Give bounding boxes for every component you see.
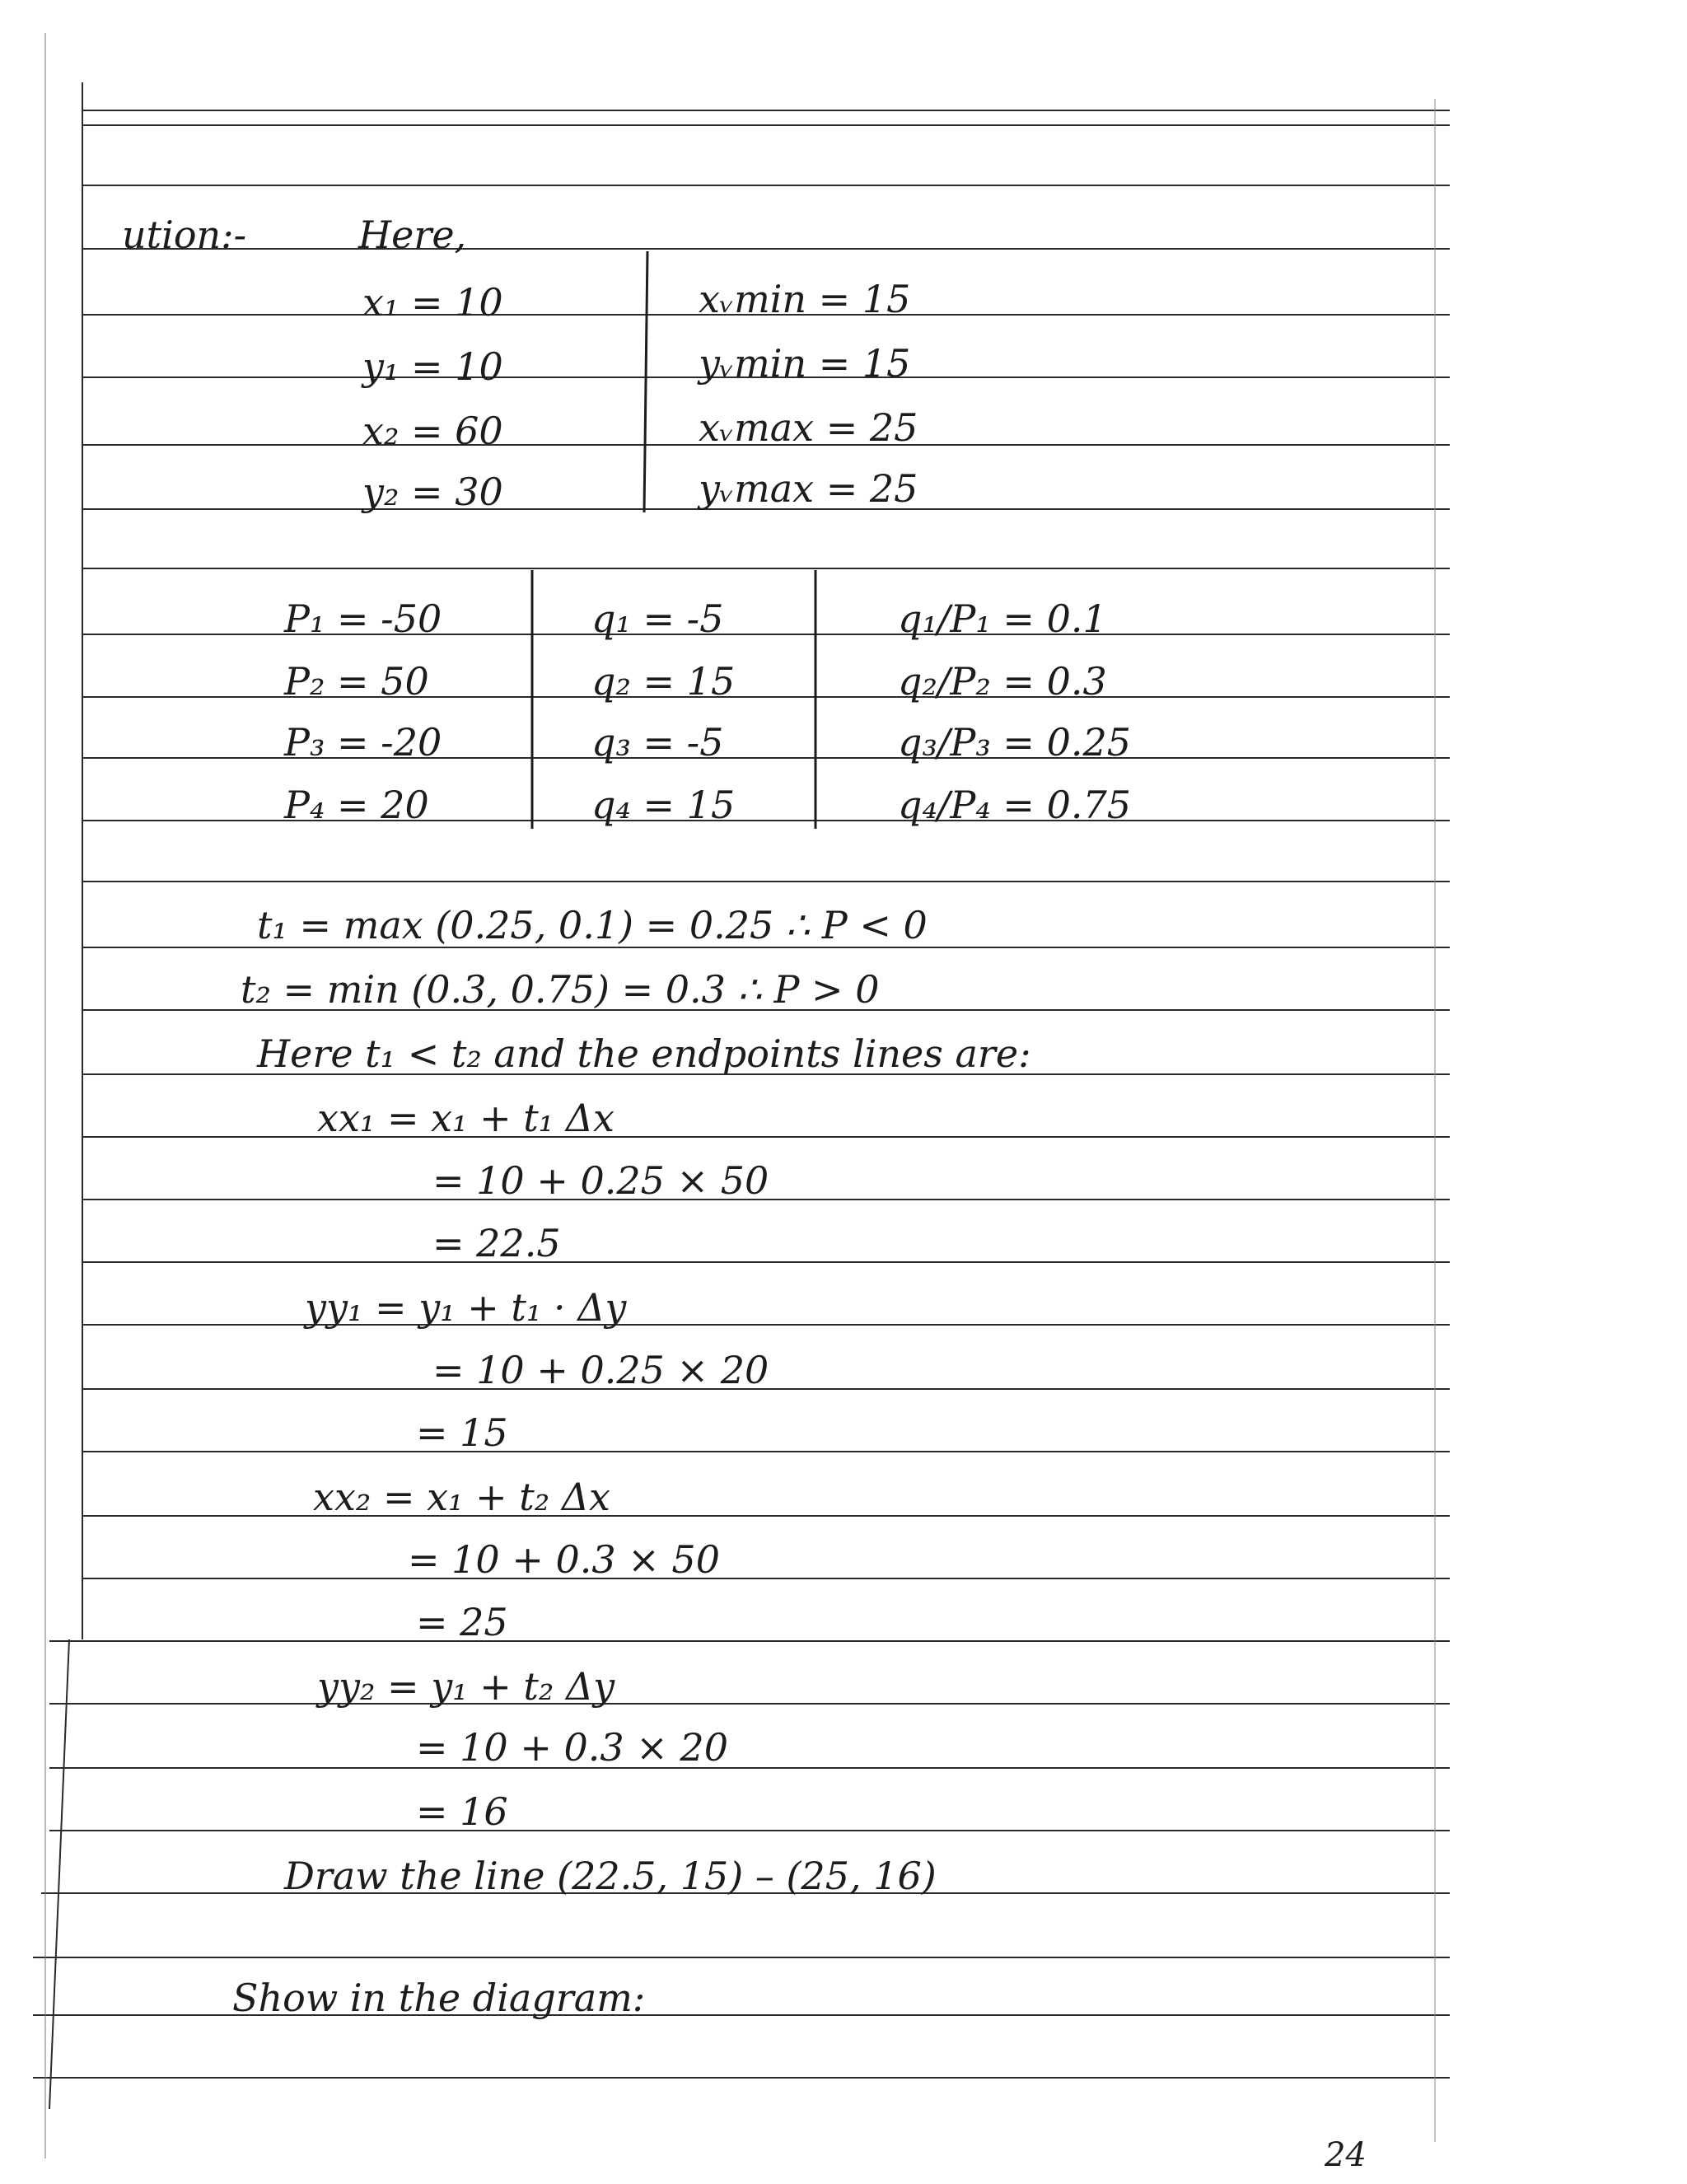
page-number: 24 bbox=[1325, 2136, 1367, 2174]
x1-value: x₁ = 10 bbox=[362, 280, 503, 325]
yy1-formula: yy₁ = y₁ + t₁ · Δy bbox=[305, 1285, 627, 1330]
yy1-substitution: = 10 + 0.25 × 20 bbox=[432, 1348, 769, 1392]
solution-label: ution:- bbox=[122, 213, 247, 257]
draw-line-statement: Draw the line (22.5, 15) – (25, 16) bbox=[284, 1854, 937, 1898]
yy2-result: = 16 bbox=[416, 1789, 508, 1834]
ywmin-value: yᵥmin = 15 bbox=[699, 341, 911, 386]
xx2-result: = 25 bbox=[416, 1600, 508, 1644]
yy1-result: = 15 bbox=[416, 1410, 508, 1455]
p2-value: P₂ = 50 bbox=[284, 659, 429, 704]
here-label: Here, bbox=[358, 213, 467, 257]
y2-value: y₂ = 30 bbox=[362, 470, 503, 514]
yy2-formula: yy₂ = y₁ + t₂ Δy bbox=[317, 1664, 615, 1709]
xx1-result: = 22.5 bbox=[432, 1221, 561, 1265]
ratio3-value: q₃/P₃ = 0.25 bbox=[898, 720, 1131, 765]
q3-value: q₃ = -5 bbox=[591, 720, 724, 765]
t2-line: t₂ = min (0.3, 0.75) = 0.3 ∴ P > 0 bbox=[241, 967, 880, 1012]
p4-value: P₄ = 20 bbox=[284, 783, 429, 827]
q2-value: q₂ = 15 bbox=[591, 659, 736, 704]
xx1-formula: xx₁ = x₁ + t₁ Δx bbox=[317, 1096, 615, 1140]
xx2-formula: xx₂ = x₁ + t₂ Δx bbox=[313, 1475, 610, 1519]
xwmin-value: xᵥmin = 15 bbox=[699, 277, 911, 321]
ratio2-value: q₂/P₂ = 0.3 bbox=[898, 659, 1107, 704]
t1-line: t₁ = max (0.25, 0.1) = 0.25 ∴ P < 0 bbox=[257, 903, 928, 947]
xx2-substitution: = 10 + 0.3 × 50 bbox=[408, 1537, 720, 1582]
xx1-substitution: = 10 + 0.25 × 50 bbox=[432, 1158, 769, 1203]
endpoints-line: Here t₁ < t₂ and the endpoints lines are: bbox=[257, 1031, 1031, 1076]
x2-value: x₂ = 60 bbox=[362, 409, 503, 453]
show-diagram-statement: Show in the diagram: bbox=[232, 1976, 646, 2020]
yy2-substitution: = 10 + 0.3 × 20 bbox=[416, 1725, 728, 1770]
ratio1-value: q₁/P₁ = 0.1 bbox=[898, 596, 1107, 641]
xwmax-value: xᵥmax = 25 bbox=[699, 405, 918, 450]
ratio4-value: q₄/P₄ = 0.75 bbox=[898, 783, 1131, 827]
q4-value: q₄ = 15 bbox=[591, 783, 736, 827]
y1-value: y₁ = 10 bbox=[362, 344, 503, 389]
ywmax-value: yᵥmax = 25 bbox=[699, 466, 918, 511]
p3-value: P₃ = -20 bbox=[284, 720, 442, 765]
q1-value: q₁ = -5 bbox=[591, 596, 724, 641]
p1-value: P₁ = -50 bbox=[284, 596, 442, 641]
